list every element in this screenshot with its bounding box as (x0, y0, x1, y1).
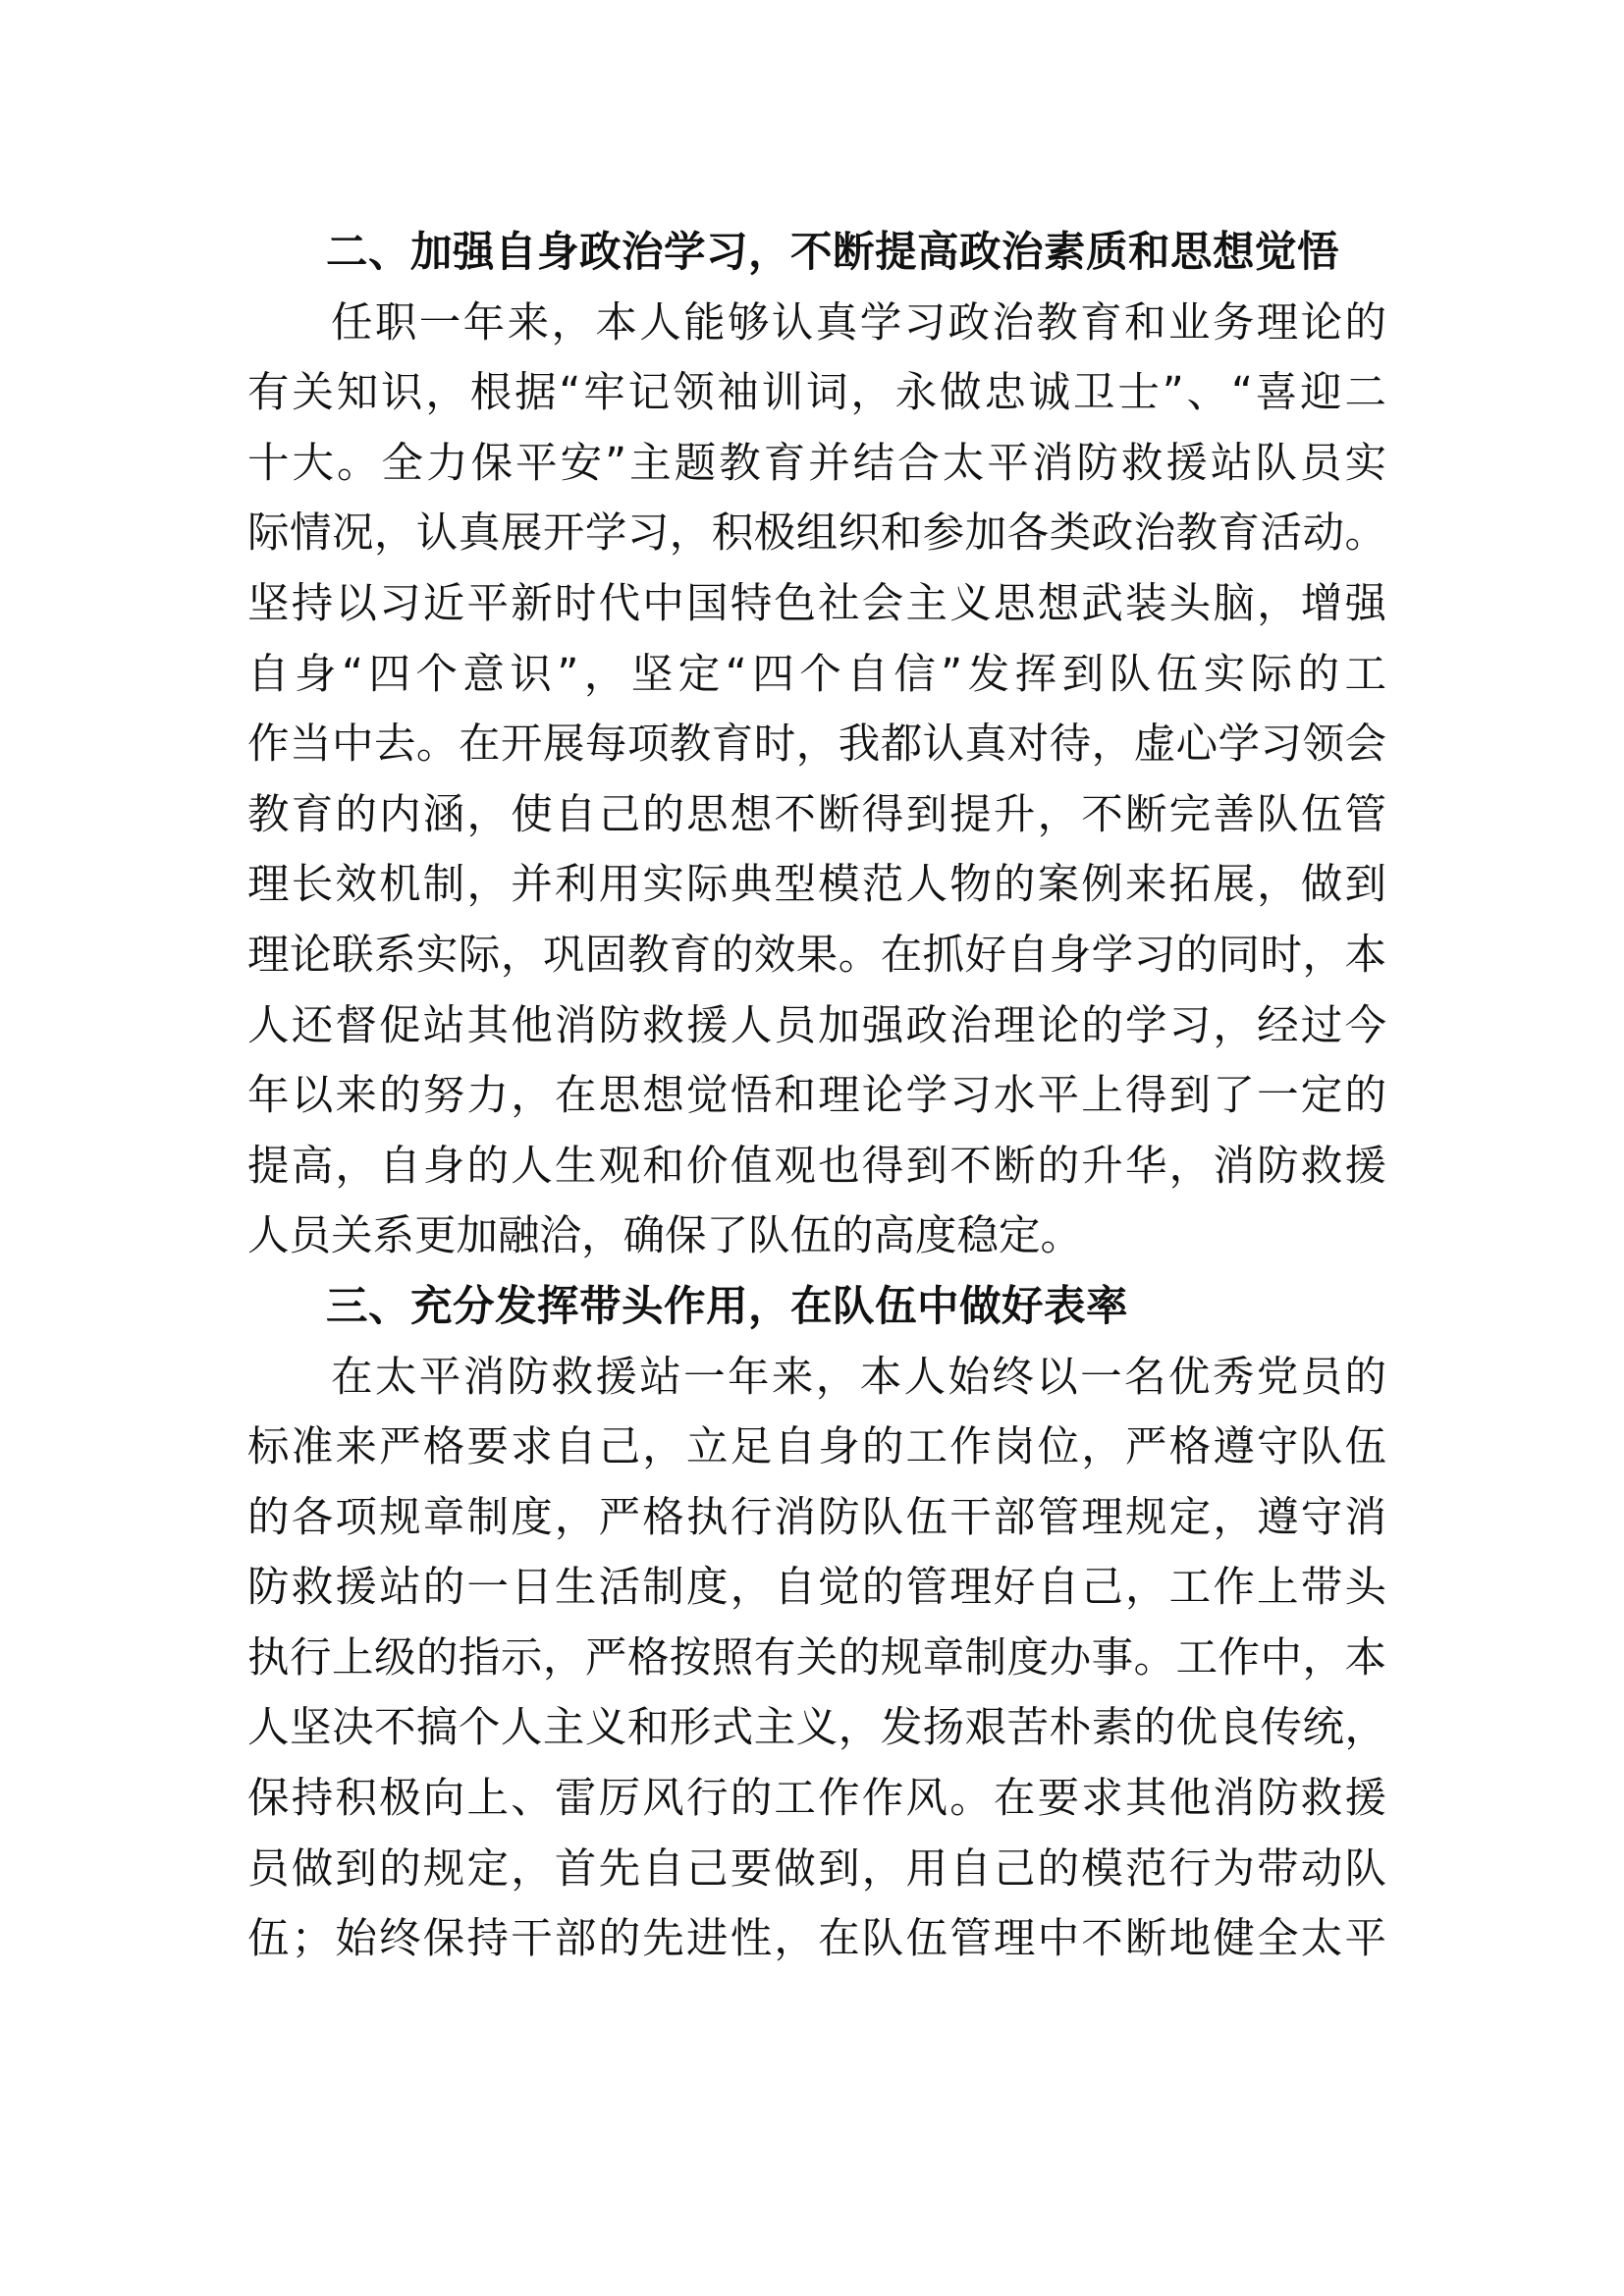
paragraph-line: 的各项规章制度，严格执行消防队伍干部管理规定，遵守消 (247, 1493, 1386, 1542)
paragraph-line: 保持积极向上、雷厉风行的工作作风。在要求其他消防救援 (247, 1775, 1386, 1824)
document-body (247, 218, 1386, 1975)
section-heading-2: 二、加强自身政治学习，不断提高政治素质和思想觉悟 (326, 229, 1340, 277)
paragraph-line: 标准来严格要求自己，立足自身的工作岗位，严格遵守队伍 (247, 1423, 1386, 1472)
paragraph-line: 自身“四个意识”，坚定“四个自信”发挥到队伍实际的工 (247, 650, 1386, 699)
paragraph-line: 理论联系实际，巩固教育的效果。在抓好自身学习的同时，本 (247, 931, 1386, 980)
paragraph-section-2 (247, 289, 1386, 1272)
paragraph-line: 在太平消防救援站一年来，本人始终以一名优秀党员的 (331, 1353, 1386, 1402)
paragraph-line: 人还督促站其他消防救援人员加强政治理论的学习，经过今 (247, 1001, 1386, 1050)
paragraph-line: 任职一年来，本人能够认真学习政治教育和业务理论的 (331, 298, 1386, 347)
paragraph-line: 执行上级的指示，严格按照有关的规章制度办事。工作中，本 (247, 1633, 1386, 1682)
paragraph-line: 际情况，认真展开学习，积极组织和参加各类政治教育活动。 (247, 509, 1386, 559)
paragraph-line: 年以来的努力，在思想觉悟和理论学习水平上得到了一定的 (247, 1072, 1386, 1121)
section-heading-3: 三、充分发挥带头作用，在队伍中做好表率 (326, 1282, 1129, 1331)
paragraph-line: 有关知识，根据“牢记领袖训词，永做忠诚卫士”、“喜迎二 (247, 369, 1386, 418)
paragraph-line: 伍；始终保持干部的先进性，在队伍管理中不断地健全太平 (247, 1915, 1386, 1964)
paragraph-line: 人坚决不搞个人主义和形式主义，发扬艰苦朴素的优良传统， (247, 1704, 1386, 1753)
paragraph-line: 教育的内涵，使自己的思想不断得到提升，不断完善队伍管 (247, 790, 1386, 839)
paragraph-line: 坚持以习近平新时代中国特色社会主义思想武装头脑，增强 (247, 579, 1386, 628)
paragraph-line: 员做到的规定，首先自己要做到，用自己的模范行为带动队 (247, 1844, 1386, 1894)
paragraph-line: 人员关系更加融洽，确保了队伍的高度稳定。 (247, 1212, 1083, 1261)
paragraph-line: 提高，自身的人生观和价值观也得到不断的升华，消防救援 (247, 1142, 1386, 1191)
paragraph-line: 理长效机制，并利用实际典型模范人物的案例来拓展，做到 (247, 861, 1386, 910)
paragraph-line: 防救援站的一日生活制度，自觉的管理好自己，工作上带头 (247, 1564, 1386, 1613)
paragraph-section-3 (247, 1343, 1386, 1975)
paragraph-line: 作当中去。在开展每项教育时，我都认真对待，虚心学习领会 (247, 721, 1386, 770)
paragraph-line: 十大。全力保平安”主题教育并结合太平消防救援站队员实 (247, 439, 1386, 488)
